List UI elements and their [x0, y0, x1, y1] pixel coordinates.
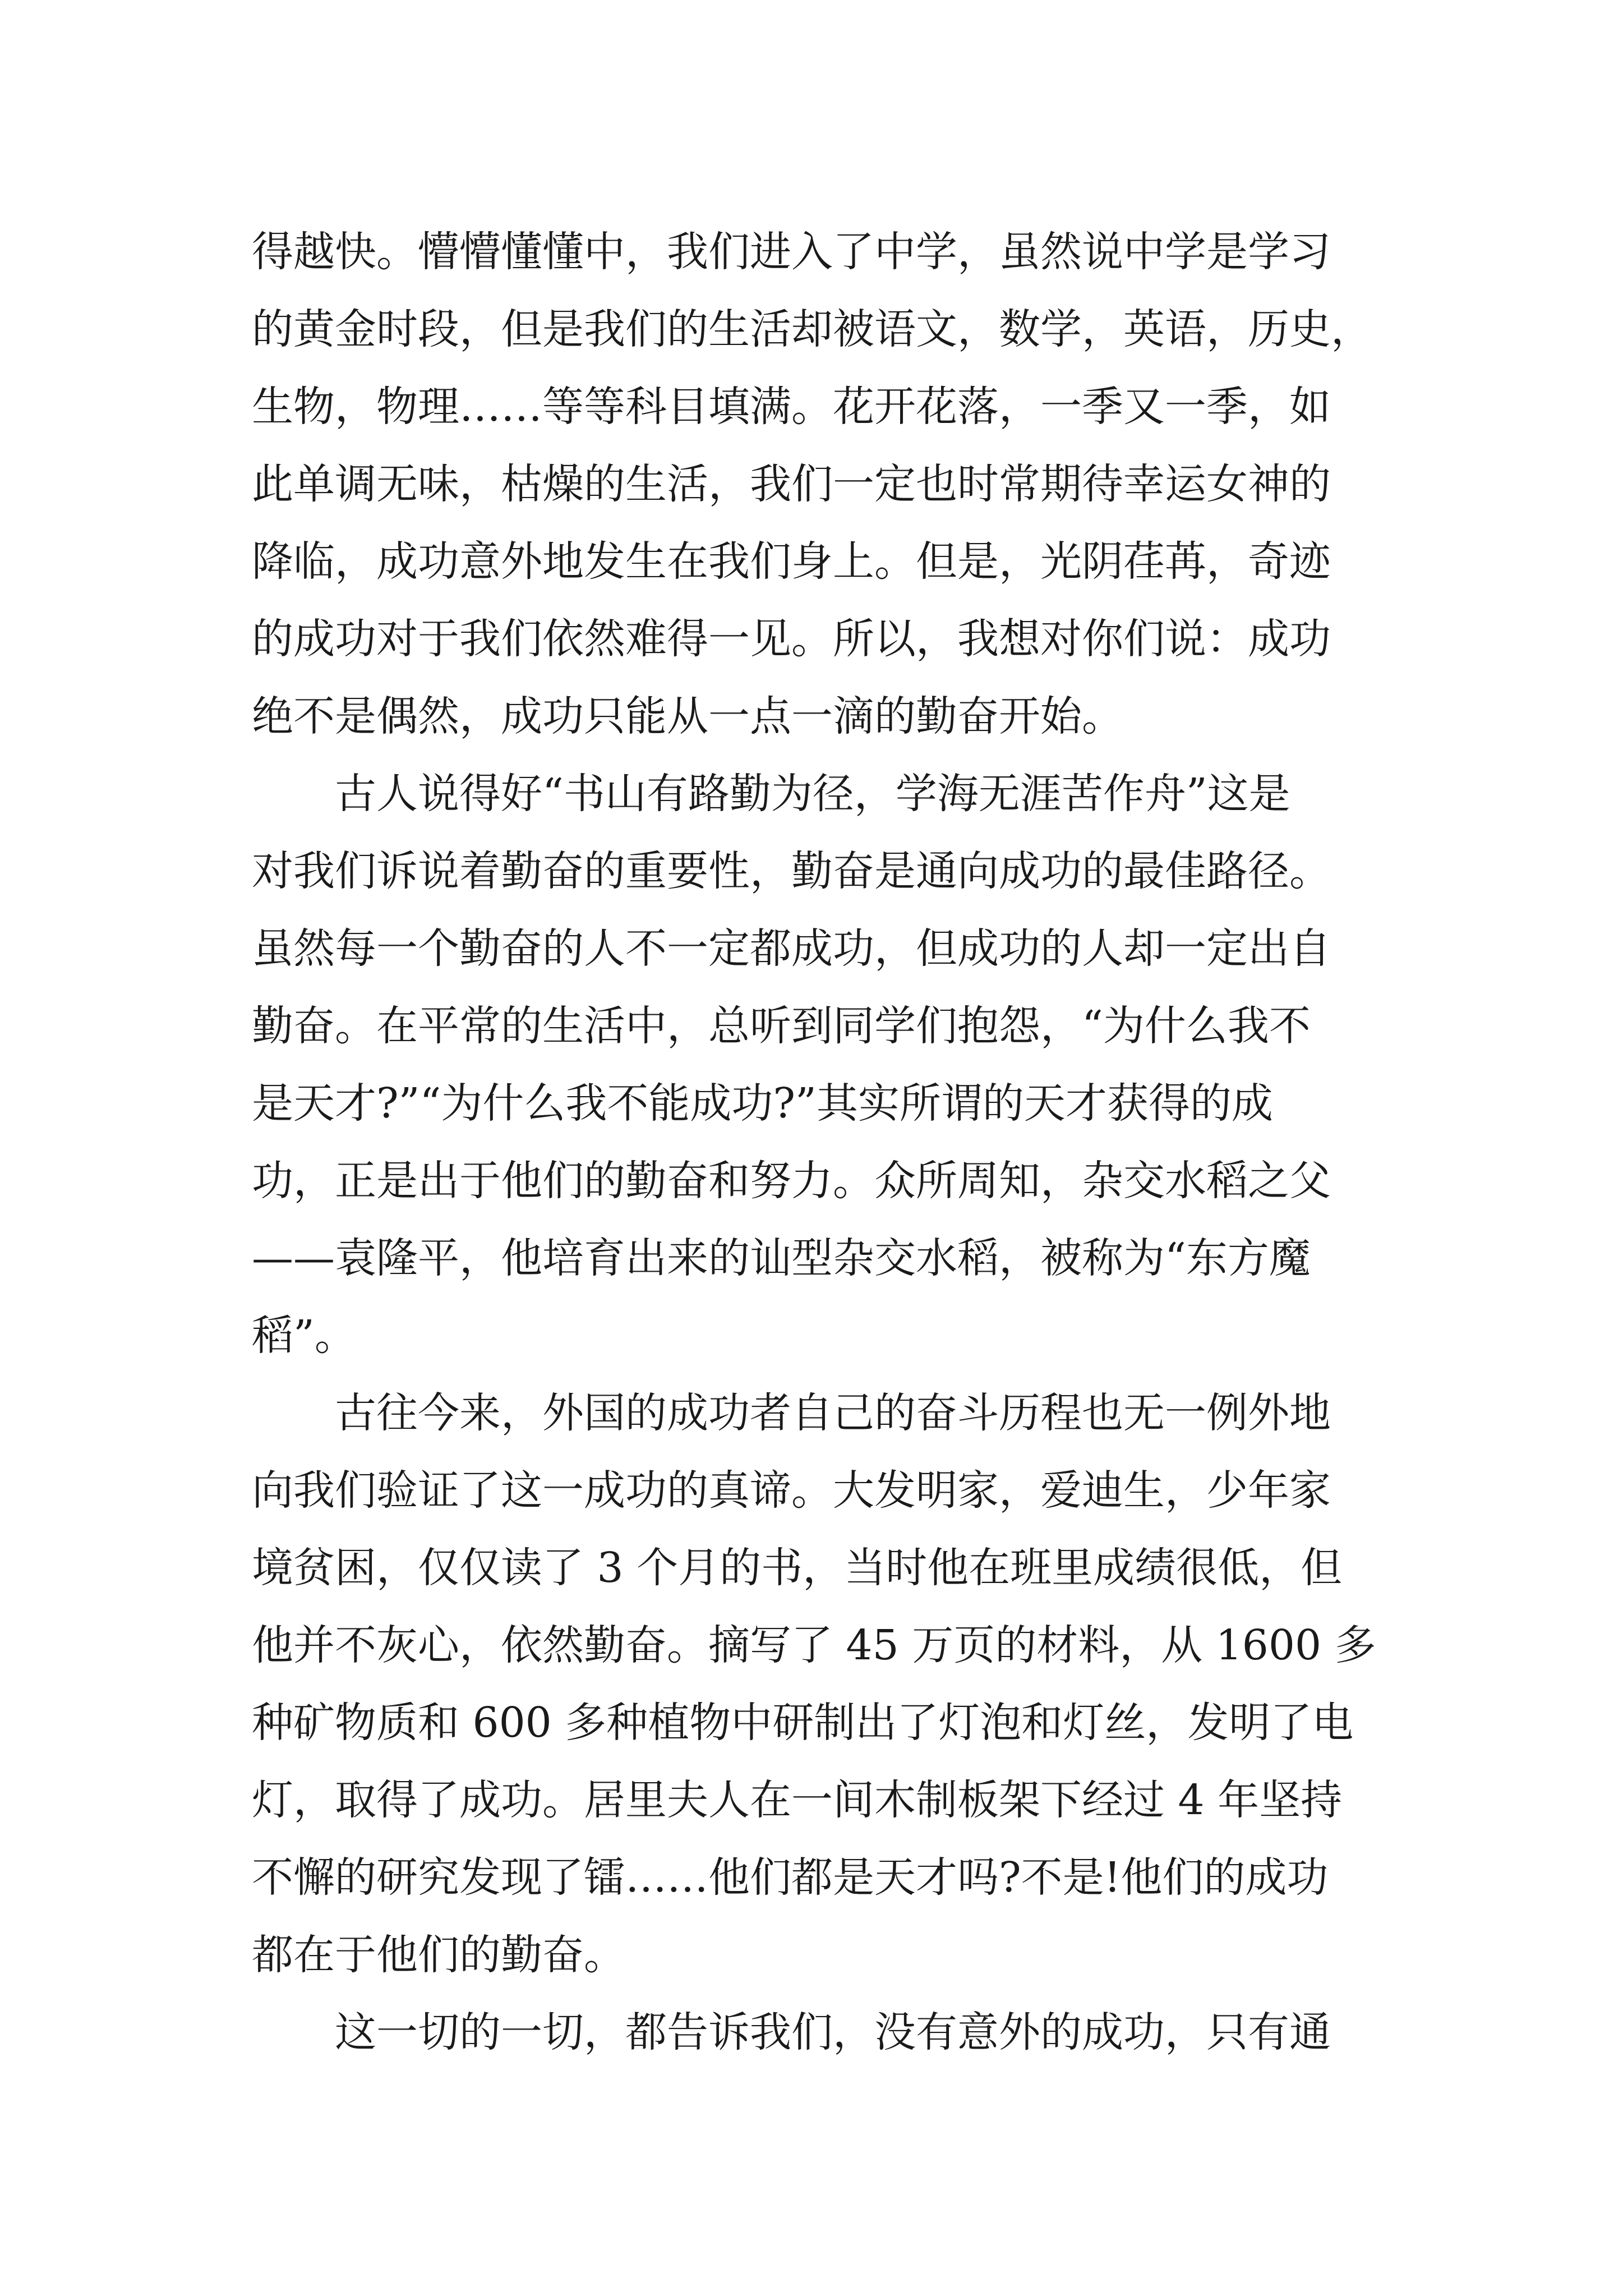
text-line: 这一切的一切，都告诉我们，没有意外的成功，只有通	[335, 2008, 1331, 2056]
text-line: 他并不灰心，依然勤奋。摘写了 45 万页的材料，从 1600 多	[252, 1621, 1376, 1669]
text-line: 古人说得好“书山有路勤为径，学海无涯苦作舟”这是	[335, 770, 1290, 818]
text-line: 不懈的研究发现了镭……他们都是天才吗?不是!他们的成功	[252, 1853, 1329, 1902]
text-line: 境贫困，仅仅读了 3 个月的书，当时他在班里成绩很低，但	[252, 1544, 1343, 1592]
text-line: 绝不是偶然，成功只能从一点一滴的勤奋开始。	[252, 692, 1123, 740]
text-line: 功，正是出于他们的勤奋和努力。众所周知，杂交水稻之父	[252, 1157, 1331, 1205]
text-line: 是天才?”“为什么我不能成功?”其实所谓的天才获得的成	[252, 1079, 1273, 1128]
text-line: 稻”。	[252, 1312, 356, 1360]
text-line: ——袁隆平，他培育出来的讪型杂交水稻，被称为“东方魔	[252, 1234, 1311, 1282]
text-line: 生物，物理……等等科目填满。花开花落，一季又一季，如	[252, 383, 1331, 431]
paragraph-1	[252, 213, 1385, 755]
text-line: 向我们验证了这一成功的真谛。大发明家，爱迪生，少年家	[252, 1466, 1331, 1515]
text-line: 都在于他们的勤奋。	[252, 1931, 625, 1979]
text-line: 灯，取得了成功。居里夫人在一间木制板架下经过 4 年坚持	[252, 1776, 1343, 1824]
text-line: 降临，成功意外地发生在我们身上。但是，光阴荏苒，奇迹	[252, 537, 1331, 586]
text-line: 种矿物质和 600 多种植物中研制出了灯泡和灯丝，发明了电	[252, 1699, 1354, 1747]
text-line: 古往今来，外国的成功者自己的奋斗历程也无一例外地	[335, 1389, 1331, 1437]
text-line: 勤奋。在平常的生活中，总听到同学们抱怨，“为什么我不	[252, 1002, 1311, 1050]
essay-body	[252, 213, 1385, 2071]
paragraph-4	[252, 1994, 1385, 2071]
paragraph-2	[252, 755, 1385, 1374]
text-line: 得越快。懵懵懂懂中，我们进入了中学，虽然说中学是学习	[252, 228, 1331, 276]
text-line: 此单调无味，枯燥的生活，我们一定也时常期待幸运女神的	[252, 460, 1331, 508]
text-line: 的成功对于我们依然难得一见。所以，我想对你们说：成功	[252, 615, 1331, 663]
text-line: 虽然每一个勤奋的人不一定都成功，但成功的人却一定出自	[252, 924, 1331, 973]
text-line: 对我们诉说着勤奋的重要性，勤奋是通向成功的最佳路径。	[252, 847, 1331, 895]
text-line: 的黄金时段，但是我们的生活却被语文，数学，英语，历史，	[252, 305, 1372, 353]
paragraph-3	[252, 1374, 1385, 1994]
